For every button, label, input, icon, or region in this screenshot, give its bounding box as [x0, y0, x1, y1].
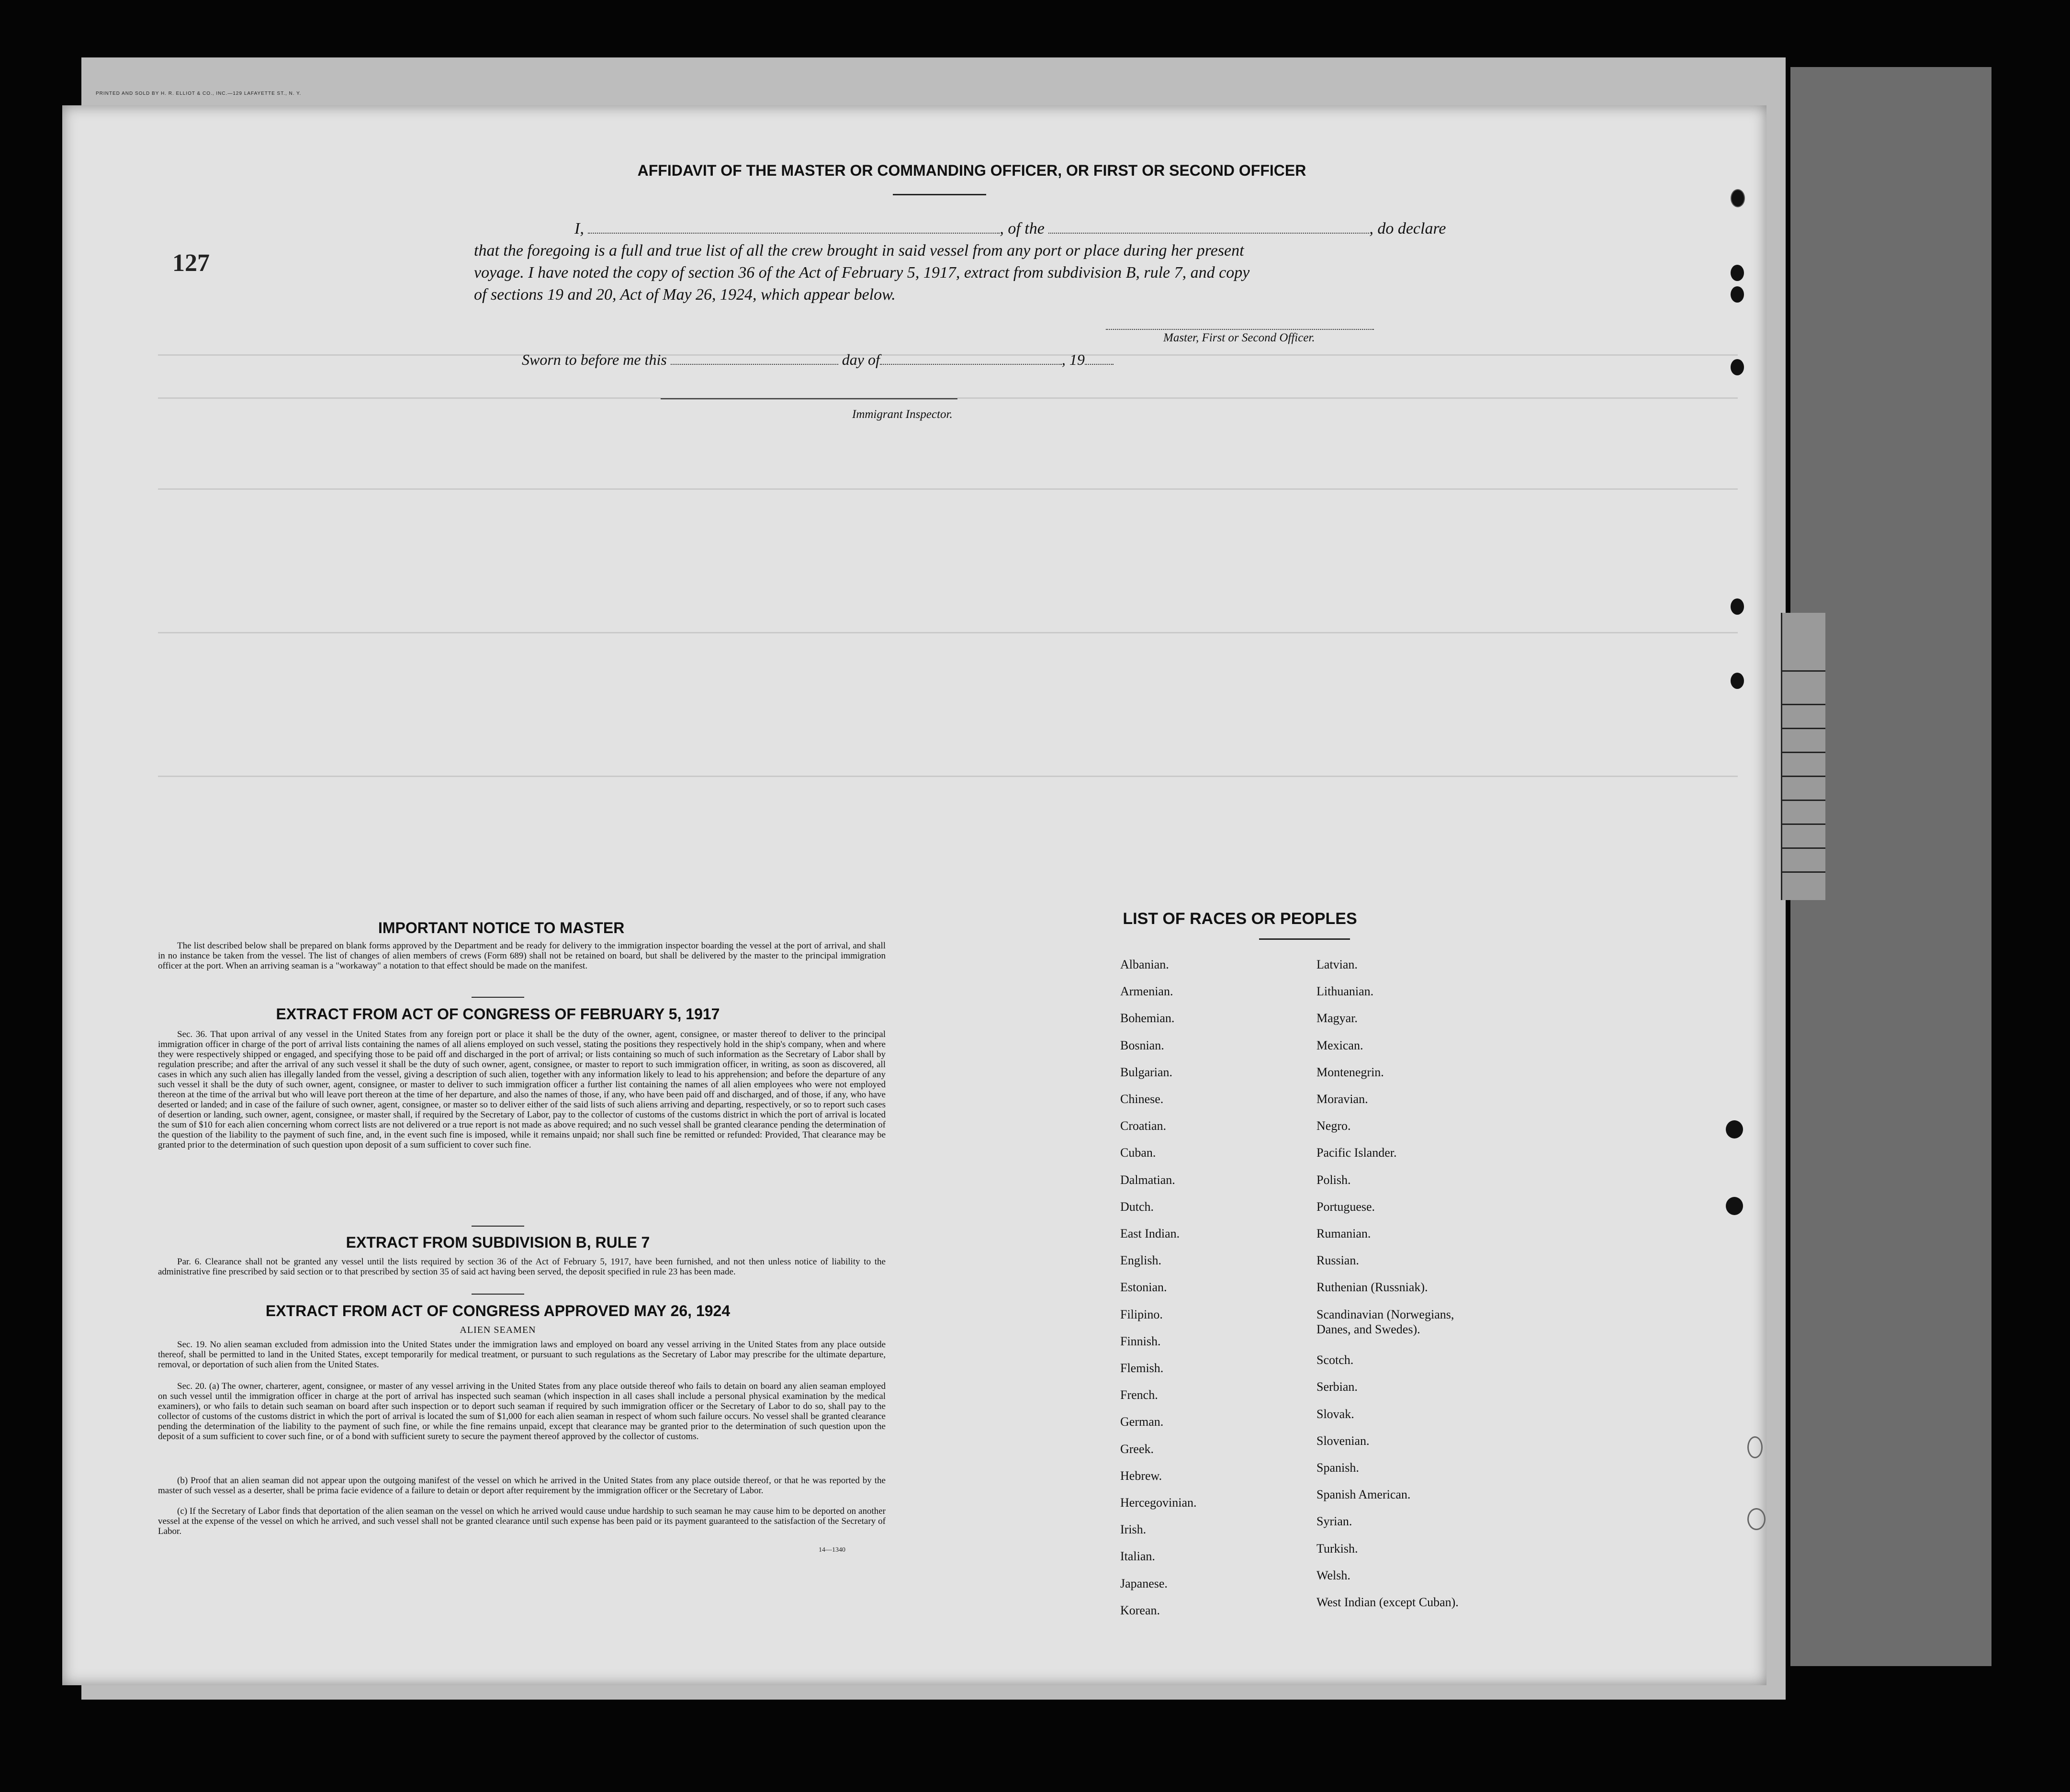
race-item: Finnish.: [1120, 1334, 1161, 1348]
inspector-signature-line[interactable]: [661, 398, 957, 399]
divider: [472, 1226, 524, 1227]
race-item: Bohemian.: [1120, 1011, 1175, 1026]
race-item: Dutch.: [1120, 1199, 1154, 1214]
affidavit-line1-c: , do declare: [1369, 220, 1446, 237]
inspector-caption: Immigrant Inspector.: [852, 408, 953, 421]
race-item: Spanish American.: [1316, 1488, 1411, 1502]
divider: [472, 997, 524, 998]
divider: [472, 1294, 524, 1295]
race-item: Negro.: [1316, 1119, 1351, 1133]
vessel-blank[interactable]: [1048, 218, 1369, 234]
race-item: Cuban.: [1120, 1146, 1156, 1160]
extract-1924-subtitle: ALIEN SEAMEN: [460, 1325, 536, 1335]
sworn-year-blank[interactable]: [1085, 349, 1114, 365]
race-item: Portuguese.: [1316, 1199, 1375, 1214]
affidavit-title: AFFIDAVIT OF THE MASTER OR COMMANDING OFFICER, OR FIRST OR SECOND OFFICER: [637, 162, 1306, 179]
punch-hole: [1731, 359, 1744, 375]
races-title: LIST OF RACES OR PEOPLES: [1123, 910, 1357, 928]
race-item: Bosnian.: [1120, 1038, 1164, 1052]
race-item: Rumanian.: [1316, 1227, 1371, 1240]
sworn-text: Sworn to before me this: [522, 351, 667, 368]
punch-hole: [1731, 286, 1744, 303]
race-item: Syrian.: [1316, 1514, 1352, 1529]
race-item: Lithuanian.: [1316, 984, 1374, 999]
affidavit-line2: that the foregoing is a full and true list of all the crew brought in said vessel from any port or place during her present: [474, 242, 1244, 259]
punch-hole: [1747, 1436, 1763, 1458]
race-item: Bulgarian.: [1120, 1065, 1173, 1079]
punch-hole: [1731, 265, 1744, 281]
sworn-year: , 19: [1061, 351, 1085, 368]
sworn-day-of: day of: [842, 351, 880, 368]
sworn-line: [522, 349, 1114, 369]
race-item: East Indian.: [1120, 1227, 1180, 1240]
race-item: Hercegovinian.: [1120, 1496, 1197, 1510]
race-item: Danes, and Swedes).: [1316, 1322, 1420, 1336]
extract-1924-title: EXTRACT FROM ACT OF CONGRESS APPROVED MAY 26, 1924: [265, 1302, 731, 1319]
name-blank[interactable]: [588, 218, 1000, 234]
affidavit-line4: of sections 19 and 20, Act of May 26, 1924, which appear below.: [474, 286, 896, 304]
punch-hole: [1731, 673, 1744, 689]
race-item: Filipino.: [1120, 1307, 1163, 1321]
affidavit-line1-b: , of the: [1000, 220, 1045, 237]
race-item: Flemish.: [1120, 1361, 1164, 1375]
race-item: Polish.: [1316, 1172, 1351, 1187]
race-item: Dalmatian.: [1120, 1172, 1175, 1187]
race-item: Scotch.: [1316, 1353, 1354, 1367]
notice-text: The list described below shall be prepared on blank forms approved by the Department and be ready for delivery to the immigration inspector boarding the vessel at the port of arrival, and shall in no instance be taken from the vessel. The list of changes of alien members of crews (Form 689) shall not be retained on board, but shall be delivered by the master to the principal immigration officer at the port. When an arriving seaman is a "workaway" a notation to that effect should be made on the manifest.: [158, 941, 886, 971]
race-item: Greek.: [1120, 1442, 1154, 1456]
race-item: German.: [1120, 1415, 1164, 1429]
extract-1924-sec19: Sec. 19. No alien seaman excluded from admission into the United States under the immigration laws and employed on board any vessel arriving in the United States from any place outside thereof, shall be permitted to land in the United States, except temporarily for medical treatment, or pursuant to such regulations as the Secretary of Labor may prescribe for the ultimate departure, removal, or deportation of such alien from the United States.: [158, 1340, 886, 1370]
race-item: Latvian.: [1316, 958, 1358, 971]
race-item: French.: [1120, 1388, 1158, 1402]
sworn-month-blank[interactable]: [880, 349, 1062, 365]
race-item: Mexican.: [1316, 1038, 1363, 1052]
affidavit-line3: voyage. I have noted the copy of section 36 of the Act of February 5, 1917, extract from subdivision B, rule 7, and copy: [474, 264, 1250, 282]
underlying-ruled-columns: [1781, 613, 1825, 900]
extract-1924-sec20b: (b) Proof that an alien seaman did not appear upon the outgoing manifest of the vessel on which he arrived in the United States from any place outside thereof, or that he was reported by the master of such vessel as a deserter, shall be prima facie evidence of a failure to detain or deport after requirement by the immigration officer or the Secretary of Labor.: [158, 1476, 886, 1496]
race-item: Scandinavian (Norwegians,: [1316, 1307, 1454, 1321]
race-item: Japanese.: [1120, 1576, 1168, 1590]
extract-rule7-text: Par. 6. Clearance shall not be granted any vessel until the lists required by section 36 of the Act of February 5, 1917, have been furnished, and not then unless notice of liability to the administrative fine prescribed by said section or to that prescribed by section 35 of said act having been served, the deposit specified in rule 23 has been made.: [158, 1257, 886, 1277]
race-item: Serbian.: [1316, 1380, 1358, 1394]
punch-hole: [1747, 1508, 1766, 1530]
race-item: Chinese.: [1120, 1092, 1164, 1106]
punch-hole: [1726, 1120, 1743, 1138]
extract-1917-text: Sec. 36. That upon arrival of any vessel in the United States from any foreign port or place it shall be the duty of the owner, agent, consignee, or master thereof to deliver to the principal immigration officer in charge of the port of arrival lists containing the names of all aliens employed on such vessel, stating the positions they respectively hold in the ship's company, when and where they were respectively shipped or engaged, and specifying those to be paid off and discharged in the port of arrival; or lists containing so much of such information as the Secretary of Labor shall by regulation prescribe; and after the arrival of any such vessel it shall be the duty of such owner, agent, consignee, or master to report to such immigration officer, in writing, as soon as discovered, all cases in which any such alien has illegally landed from the vessel, giving a description of such alien, together with any information likely to lead to his apprehension; and before the departure of any such vessel it shall be the duty of such owner, agent, consignee, or master to deliver to such immigration officer a further list containing the names of all alien employees who were not employed thereon at the time of the arrival but who will leave port thereon at the time of her departure, and also the names of those, if any, who have been paid off and discharged, and of those, if any, who have deserted or landed; and in case of the failure of such owner, agent, consignee, or master so to deliver either of the said lists of such aliens arriving and departing, respectively, or so to report such cases of desertion or landing, such owner, agent, consignee, or master shall, if required by the Secretary of Labor, pay to the collector of customs of the customs district in which the port of arrival is located the sum of $10 for each alien concerning whom correct lists are not delivered or a true report is not made as above required; and no such vessel shall be granted clearance pending the determination of the question of the liability to the payment of such fine, and, in the event such fine is imposed, while it remains unpaid; nor shall such fine be remitted or refunded: Provided, That clearance may be granted prior to the determination of such question upon deposit of a sum sufficient to cover such fine.: [158, 1029, 886, 1150]
race-item: Spanish.: [1316, 1460, 1359, 1475]
affidavit-line1-a: I,: [574, 220, 584, 237]
race-item: Croatian.: [1120, 1119, 1167, 1133]
notice-title: IMPORTANT NOTICE TO MASTER: [378, 919, 625, 936]
race-item: Korean.: [1120, 1603, 1160, 1617]
race-item: Montenegrin.: [1316, 1065, 1384, 1079]
race-item: Welsh.: [1316, 1568, 1350, 1582]
extract-1917-title: EXTRACT FROM ACT OF CONGRESS OF FEBRUARY 5, 1917: [276, 1005, 720, 1023]
race-item: Slovenian.: [1316, 1433, 1370, 1448]
signature-caption: Master, First or Second Officer.: [1163, 331, 1315, 344]
race-item: Ruthenian (Russniak).: [1316, 1280, 1428, 1295]
printer-imprint: PRINTED AND SOLD BY H. R. ELLIOT & CO., INC.—129 LAFAYETTE ST., N. Y.: [96, 91, 302, 96]
race-item: Albanian.: [1120, 958, 1169, 971]
signature-line[interactable]: [1106, 328, 1374, 330]
race-item: Irish.: [1120, 1522, 1147, 1537]
margin-mark: 127: [172, 249, 210, 277]
punch-hole: [1731, 598, 1744, 615]
extract-rule7-title: EXTRACT FROM SUBDIVISION B, RULE 7: [346, 1234, 650, 1251]
race-item: Russian.: [1316, 1253, 1359, 1268]
extract-1924-sec20a: Sec. 20. (a) The owner, charterer, agent, consignee, or master of any vessel arriving in the United States from any place outside thereof who fails to detain on board any alien seaman employed on such vessel until the immigration officer in charge at the port of arrival has inspected such seaman (which inspection in all cases shall include a personal physical examination by the medical examiners), or who fails to detain such seaman on board after such inspection or to deport such seaman if required by such immigration officer or the Secretary of Labor to do so, shall pay to the collector of customs of the customs district in which the port of arrival is located the sum of $1,000 for each alien seaman in respect of whom such failure occurs. No vessel shall be granted clearance pending the determination of the liability to the payment of such fine, or while the fine remains unpaid, except that clearance may be granted prior to the determination of such question upon the deposit of a sum sufficient to cover such fine, or of a bond with sufficient surety to secure the payment thereof approved by the collector of customs.: [158, 1381, 886, 1442]
race-item: Armenian.: [1120, 984, 1173, 999]
race-item: Italian.: [1120, 1549, 1155, 1564]
punch-hole: [1731, 189, 1745, 207]
race-item: Magyar.: [1316, 1011, 1358, 1026]
race-item: Moravian.: [1316, 1092, 1368, 1106]
form-page: [62, 105, 1766, 1685]
race-item: West Indian (except Cuban).: [1316, 1595, 1459, 1609]
race-item: Estonian.: [1120, 1280, 1167, 1295]
divider: [1259, 938, 1350, 940]
race-item: Hebrew.: [1120, 1468, 1162, 1483]
form-number: 14—1340: [819, 1546, 845, 1554]
punch-hole: [1726, 1197, 1743, 1215]
extract-1924-sec20c: (c) If the Secretary of Labor finds that deportation of the alien seaman on the vessel on which he arrived would cause undue hardship to such seaman he may cause him to be deported on another vessel at the expense of the vessel on which he arrived, and such vessel shall not be granted clearance until such expense has been paid or its payment guaranteed to the satisfaction of the Secretary of Labor.: [158, 1506, 886, 1536]
race-item: English.: [1120, 1253, 1161, 1268]
race-item: Slovak.: [1316, 1407, 1354, 1421]
race-item: Turkish.: [1316, 1541, 1358, 1555]
divider: [893, 194, 986, 195]
sworn-day-blank[interactable]: [671, 349, 838, 365]
race-item: Pacific Islander.: [1316, 1146, 1397, 1160]
affidavit-body: [474, 218, 1474, 306]
